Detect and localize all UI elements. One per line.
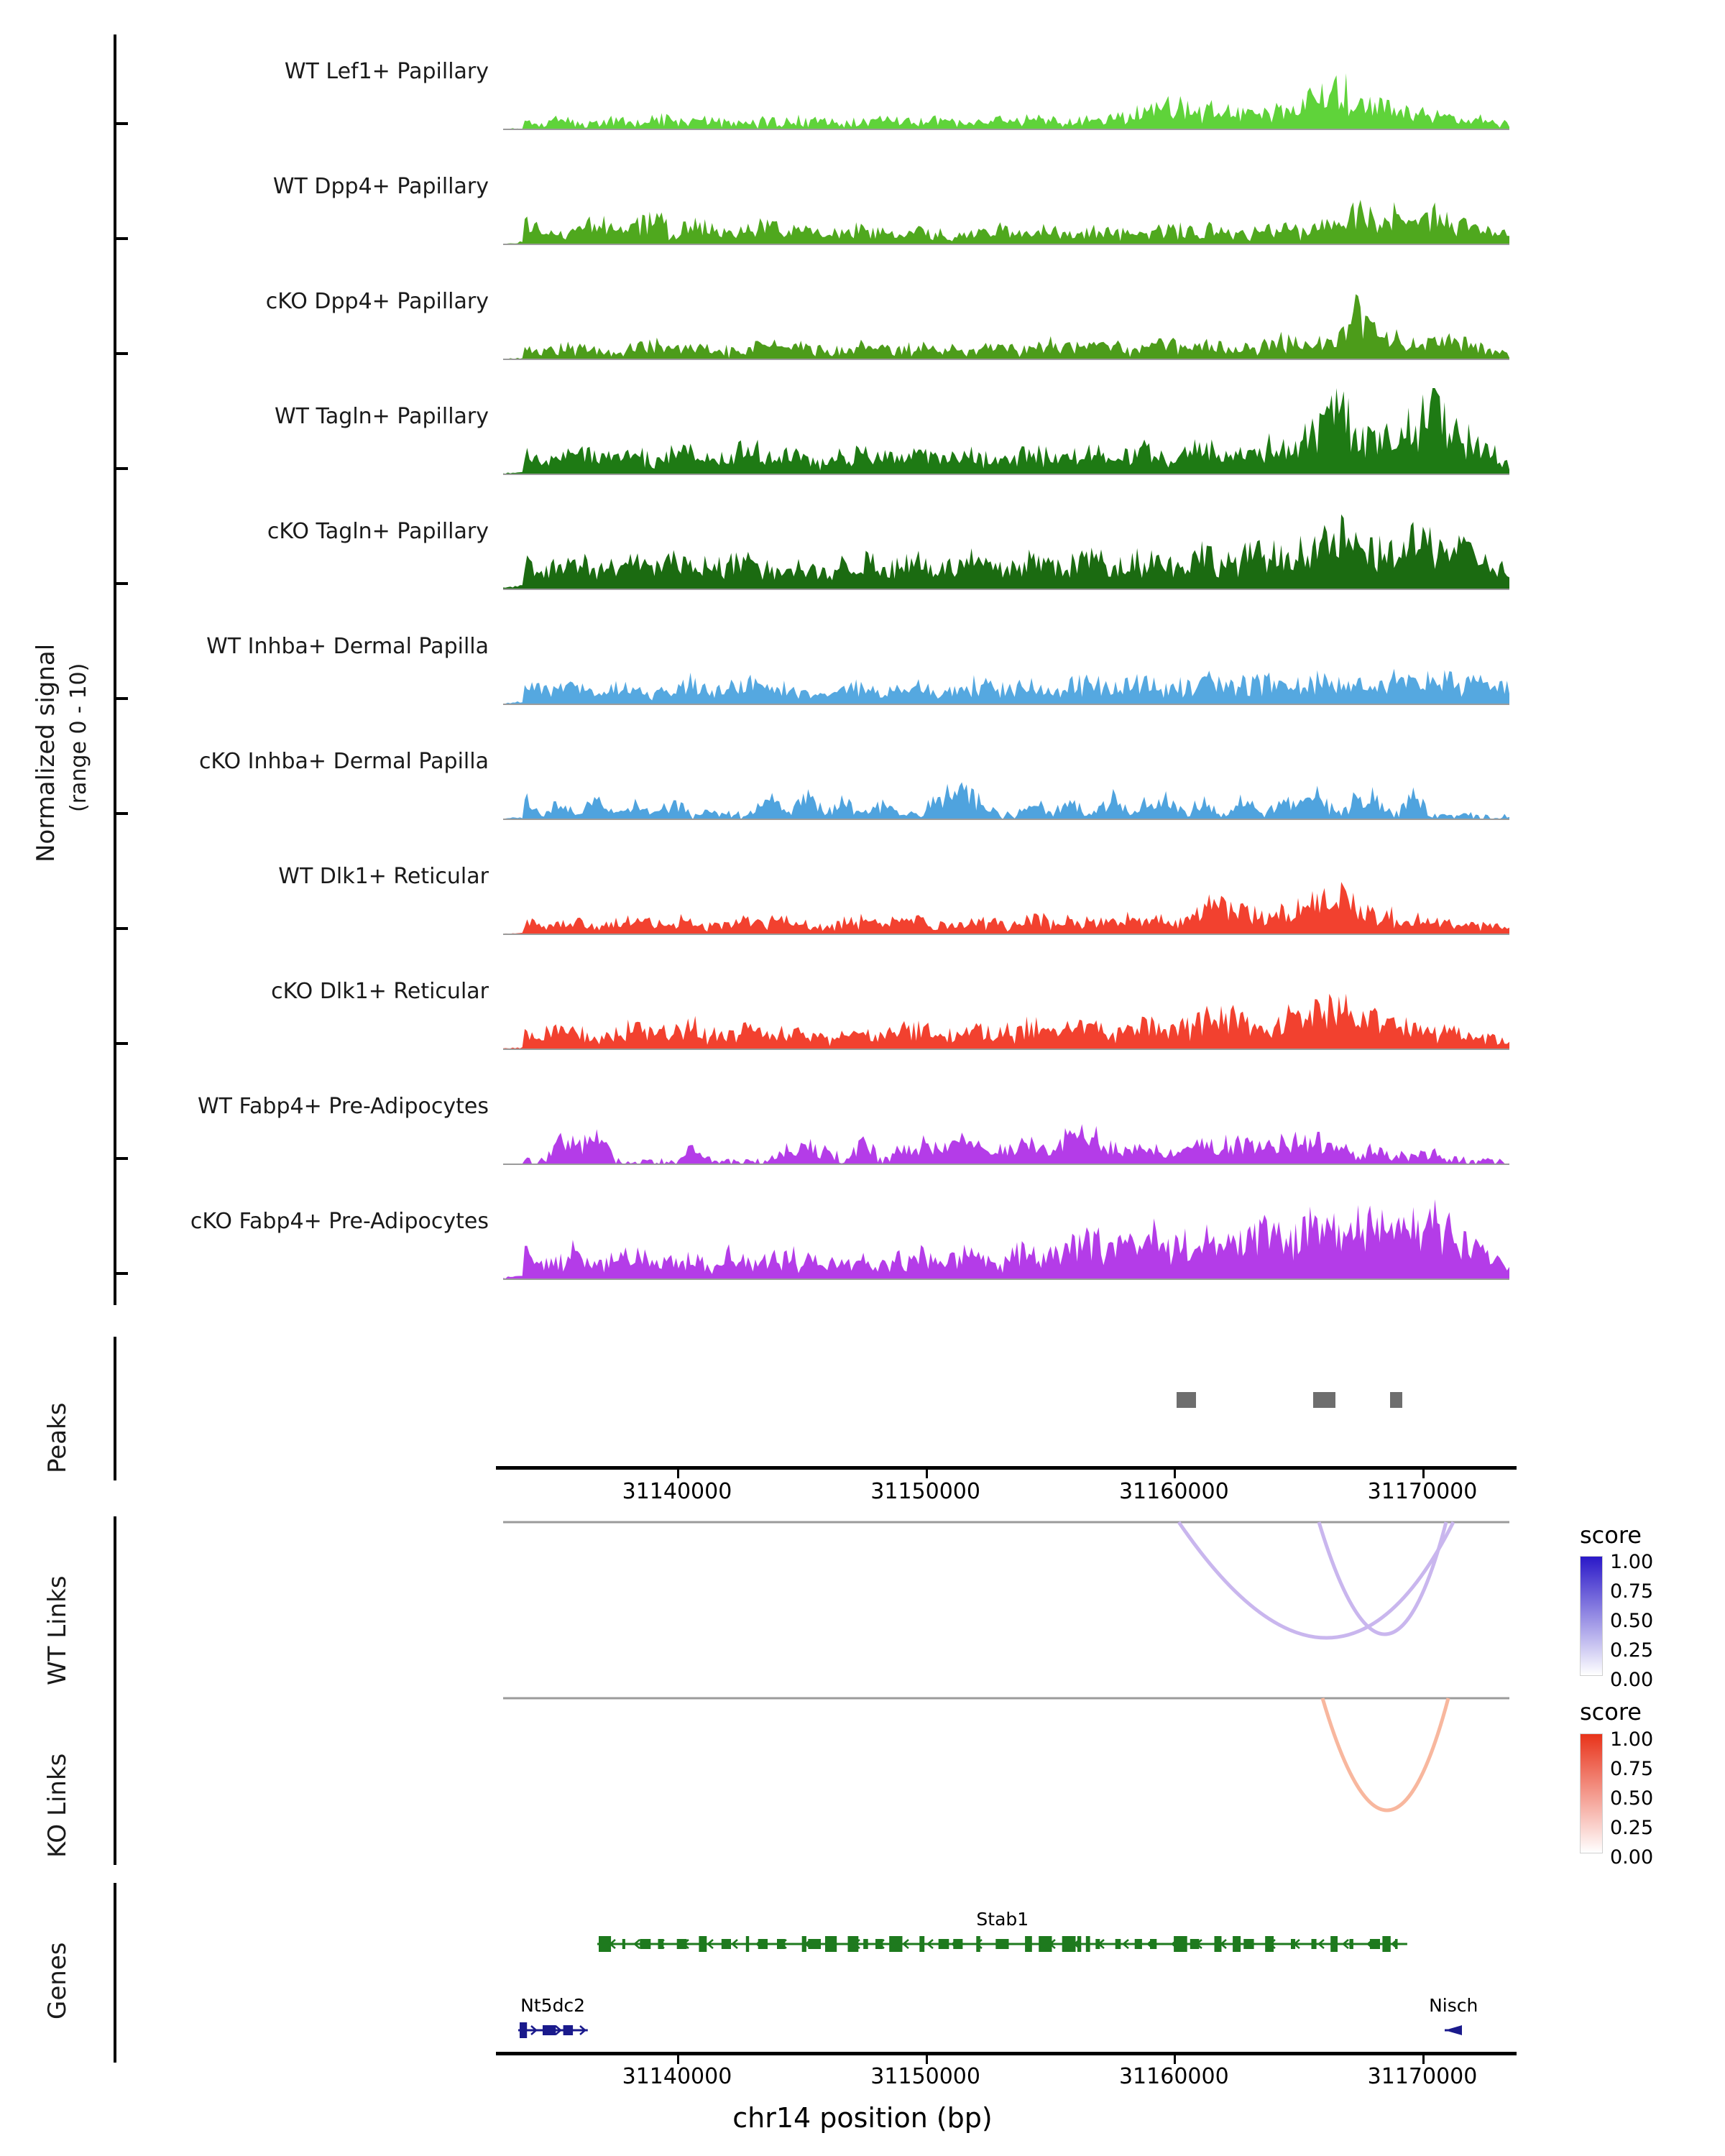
x-axis-tick-1 bbox=[926, 1470, 928, 1478]
track-label-1: WT Dpp4+ Papillary bbox=[272, 174, 489, 199]
signal-axis-tick bbox=[114, 812, 128, 815]
x-axis-tick-2 bbox=[1174, 2055, 1176, 2064]
peaks-section-label: Peaks bbox=[43, 1402, 72, 1473]
gene-label-nisch: Nisch bbox=[1429, 1995, 1478, 2016]
track-label-4: cKO Tagln+ Papillary bbox=[267, 519, 489, 544]
track-signal-10 bbox=[503, 1193, 1509, 1282]
wt-links-section-label: WT Links bbox=[43, 1575, 72, 1685]
track-label-10: cKO Fabp4+ Pre-Adipocytes bbox=[190, 1209, 489, 1234]
signal-axis-tick bbox=[114, 1157, 128, 1160]
legend-0-label-0: 1.00 bbox=[1610, 1551, 1654, 1573]
x-axis-tick-label-3: 31170000 bbox=[1367, 1479, 1478, 1504]
signal-axis-tick bbox=[114, 237, 128, 240]
legend-1-label-1: 0.75 bbox=[1610, 1758, 1654, 1780]
gene-body-nt5dc2[interactable] bbox=[518, 2019, 588, 2041]
x-axis-tick-label-1: 31150000 bbox=[870, 2064, 980, 2089]
track-signal-9 bbox=[503, 1078, 1509, 1167]
genes-section-label: Genes bbox=[43, 1942, 72, 2019]
track-label-8: cKO Dlk1+ Reticular bbox=[271, 979, 489, 1004]
signal-axis-tick bbox=[114, 1272, 128, 1275]
genes-axis-spine bbox=[114, 1883, 116, 2063]
gene-body-stab1[interactable] bbox=[597, 1933, 1407, 1955]
peaks-axis-spine bbox=[114, 1337, 116, 1480]
peak-marker-2 bbox=[1390, 1392, 1402, 1408]
x-axis-tick-1 bbox=[926, 2055, 928, 2064]
legend-1-label-3: 0.25 bbox=[1610, 1817, 1654, 1839]
ko-links-legend-gradient bbox=[1580, 1733, 1603, 1853]
track-label-3: WT Tagln+ Papillary bbox=[275, 404, 489, 429]
legend-1-label-4: 0.00 bbox=[1610, 1846, 1654, 1869]
x-axis-tick-label-2: 31160000 bbox=[1118, 1479, 1229, 1504]
legend-0-label-1: 0.75 bbox=[1610, 1580, 1654, 1603]
track-label-7: WT Dlk1+ Reticular bbox=[278, 864, 489, 889]
track-signal-0 bbox=[503, 43, 1509, 132]
wt-links-axis-spine bbox=[114, 1516, 116, 1696]
legend-0-label-2: 0.50 bbox=[1610, 1610, 1654, 1632]
x-axis-line bbox=[496, 2052, 1517, 2055]
y-axis-label-line2: (range 0 - 10) bbox=[66, 663, 91, 812]
track-label-6: cKO Inhba+ Dermal Papilla bbox=[198, 749, 489, 774]
signal-axis-tick bbox=[114, 467, 128, 470]
track-signal-7 bbox=[503, 848, 1509, 937]
x-axis-tick-3 bbox=[1422, 2055, 1425, 2064]
track-signal-4 bbox=[503, 503, 1509, 592]
x-axis-line bbox=[496, 1466, 1517, 1470]
legend-1-label-2: 0.50 bbox=[1610, 1787, 1654, 1810]
signal-axis-tick bbox=[114, 1042, 128, 1045]
wt-links-legend-title: score bbox=[1580, 1521, 1642, 1549]
signal-axis-tick bbox=[114, 352, 128, 355]
x-axis-tick-2 bbox=[1174, 1470, 1176, 1478]
x-axis-tick-label-0: 31140000 bbox=[622, 1479, 732, 1504]
wt-links-canvas bbox=[503, 1516, 1538, 1696]
signal-axis-tick bbox=[114, 582, 128, 585]
signal-axis-tick bbox=[114, 927, 128, 930]
ko-links-axis-spine bbox=[114, 1692, 116, 1865]
track-signal-8 bbox=[503, 963, 1509, 1052]
x-axis-tick-0 bbox=[677, 1470, 679, 1478]
ko-links-section-label: KO Links bbox=[43, 1753, 72, 1858]
legend-0-label-3: 0.25 bbox=[1610, 1639, 1654, 1662]
gene-label-stab1: Stab1 bbox=[976, 1909, 1029, 1930]
signal-axis-tick bbox=[114, 122, 128, 125]
ko-links-legend-title: score bbox=[1580, 1698, 1642, 1726]
ko-links-canvas bbox=[503, 1692, 1538, 1865]
track-label-0: WT Lef1+ Papillary bbox=[284, 59, 489, 84]
track-signal-6 bbox=[503, 733, 1509, 822]
wt-links-legend-gradient bbox=[1580, 1556, 1603, 1676]
signal-axis-spine bbox=[114, 34, 116, 1305]
x-axis-tick-label-1: 31150000 bbox=[870, 1479, 980, 1504]
peak-marker-0 bbox=[1177, 1392, 1197, 1408]
y-axis-label-line1: Normalized signal bbox=[32, 643, 60, 862]
track-signal-2 bbox=[503, 273, 1509, 362]
track-signal-3 bbox=[503, 388, 1509, 477]
x-axis-title: chr14 position (bp) bbox=[732, 2102, 993, 2134]
gene-body-nisch[interactable] bbox=[1445, 2019, 1462, 2041]
x-axis-tick-label-0: 31140000 bbox=[622, 2064, 732, 2089]
peak-marker-1 bbox=[1313, 1392, 1335, 1408]
track-label-2: cKO Dpp4+ Papillary bbox=[265, 289, 489, 314]
track-label-5: WT Inhba+ Dermal Papilla bbox=[206, 634, 489, 659]
track-label-9: WT Fabp4+ Pre-Adipocytes bbox=[198, 1094, 489, 1119]
gene-label-nt5dc2: Nt5dc2 bbox=[520, 1995, 586, 2016]
legend-0-label-4: 0.00 bbox=[1610, 1669, 1654, 1691]
legend-1-label-0: 1.00 bbox=[1610, 1728, 1654, 1751]
signal-axis-tick bbox=[114, 697, 128, 700]
x-axis-tick-label-2: 31160000 bbox=[1118, 2064, 1229, 2089]
x-axis-tick-3 bbox=[1422, 1470, 1425, 1478]
track-signal-1 bbox=[503, 158, 1509, 247]
x-axis-tick-0 bbox=[677, 2055, 679, 2064]
x-axis-tick-label-3: 31170000 bbox=[1367, 2064, 1478, 2089]
track-signal-5 bbox=[503, 618, 1509, 707]
